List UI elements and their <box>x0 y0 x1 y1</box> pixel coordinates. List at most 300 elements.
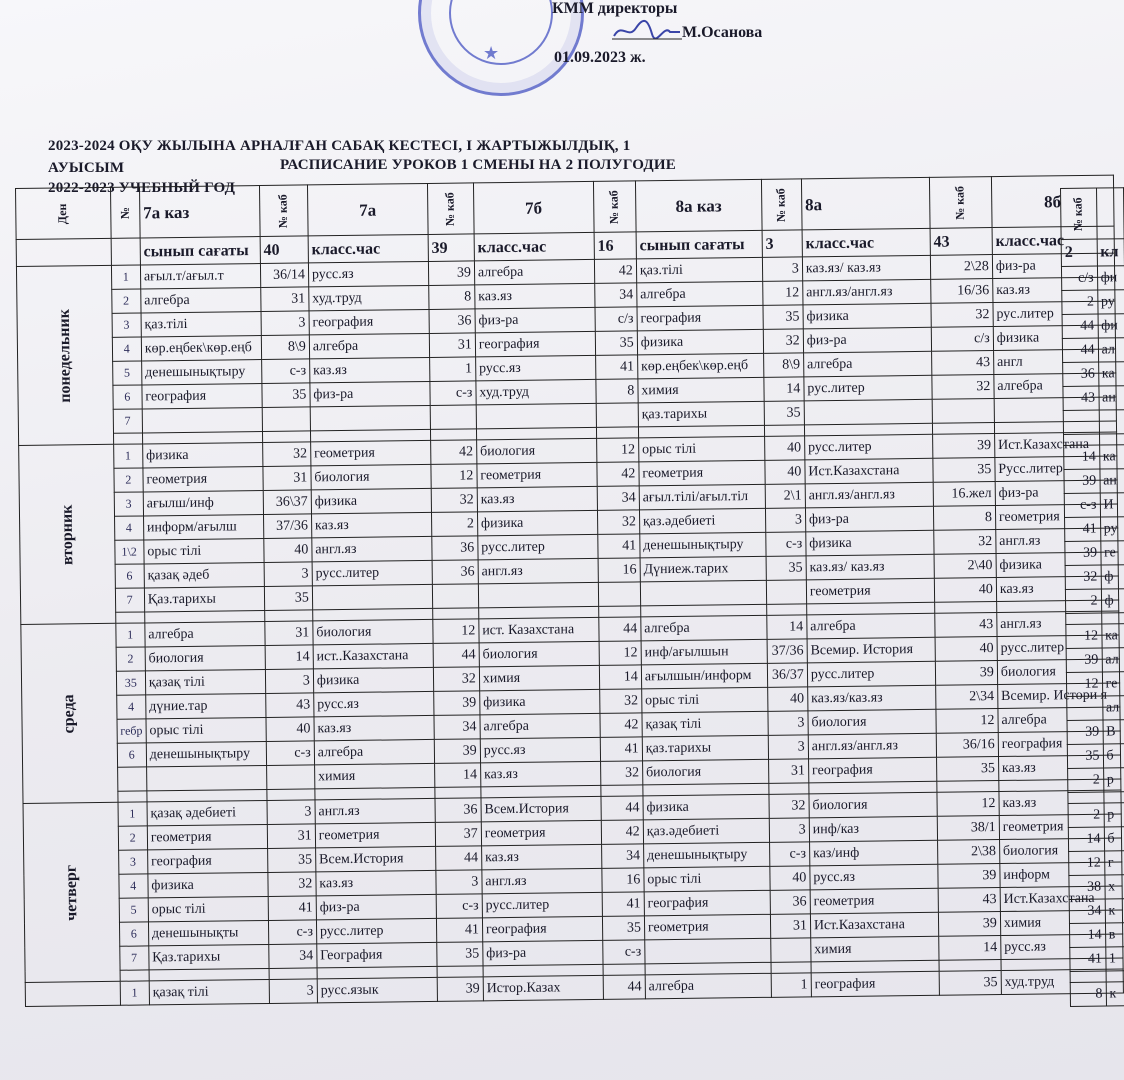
subject-8a: геометрия <box>806 578 934 604</box>
subject-7b: физика <box>477 510 597 535</box>
subject-8b: Всемир. Истори я <box>997 683 1119 708</box>
subject-7b: алгебра <box>474 259 594 284</box>
cab-7a: 34 <box>434 715 480 740</box>
subject-7a-kaz: орыс тілі <box>146 717 266 742</box>
subject-7b: русс.литер <box>482 892 602 917</box>
subject-8b: физика <box>993 325 1115 350</box>
col-cab-4: № каб <box>761 179 802 230</box>
subject-7a-kaz: ағыл.т/ағыл.т <box>140 264 260 289</box>
subject-8a-kaz: қаз.тілі <box>636 257 762 283</box>
side-subject-fragment: ал <box>1098 338 1124 362</box>
side-subject-fragment: ал <box>1102 696 1124 720</box>
subject-8a: Всемир. История <box>807 637 935 663</box>
subject-7b: каз.яз <box>480 761 600 786</box>
side-cab: 39 <box>1067 720 1103 744</box>
cab-7b <box>596 403 638 428</box>
subject-7a: география <box>309 309 429 334</box>
subject-8a-kaz: инф/ағылшын <box>641 639 767 665</box>
cab-7a-kaz: 32 <box>268 872 316 897</box>
cab-7a-kaz: 35 <box>262 383 310 408</box>
title-line-2b: РАСПИСАНИЕ УРОКОВ 1 СМЕНЫ НА 2 ПОЛУГОДИЕ <box>280 157 676 173</box>
cab-7b: 41 <box>602 892 644 917</box>
subject-8b: физика <box>996 552 1118 577</box>
subject-7a-kaz: денешынықтыру <box>141 360 261 385</box>
side-cab: 12 <box>1066 624 1102 648</box>
subject-7b: англ.яз <box>478 558 598 583</box>
subject-8a-kaz: Дүниеж.тарих <box>640 556 766 582</box>
side-subject-fragment: ф <box>1101 565 1124 589</box>
subject-7a-kaz: денешынықты <box>148 920 268 945</box>
subject-8b: физ-ра <box>995 480 1117 505</box>
subject-7b: химия <box>479 665 599 690</box>
side-subject-fragment <box>1099 410 1124 434</box>
signature-mark <box>612 18 682 42</box>
subject-7b: русс.яз <box>475 355 595 380</box>
side-row <box>1061 266 1124 291</box>
subject-8b: Ист.Казахстана <box>1000 886 1122 911</box>
side-subject-fragment: в <box>1105 923 1124 947</box>
subject-7a: геометрия <box>315 822 435 847</box>
hours-cab-5: 43 <box>930 228 992 256</box>
cab-8a-kaz: 1 <box>771 973 811 997</box>
cab-7a: 36 <box>429 309 475 334</box>
side-row <box>1067 696 1124 721</box>
side-cab: 32 <box>1065 565 1101 589</box>
subject-7a: геометрия <box>310 440 430 465</box>
subject-7b: ист. Казахстана <box>479 617 599 642</box>
subject-7a: каз.яз <box>309 357 429 382</box>
cab-8a: 39 <box>932 434 994 459</box>
cab-8a-kaz: с-з <box>766 532 806 556</box>
cab-8a: 16/36 <box>931 279 993 304</box>
lesson-num: 2 <box>111 289 140 313</box>
subject-7b <box>478 582 598 607</box>
subject-7a-kaz: денешынықтыру <box>146 741 266 766</box>
cab-8a-kaz: 3 <box>765 508 805 532</box>
cab-7a-kaz: 40 <box>266 717 314 742</box>
cab-7b: 34 <box>595 283 637 308</box>
side-col-cab: № каб <box>1061 188 1097 239</box>
subject-7a: алгебра <box>314 739 434 764</box>
side-row <box>1064 445 1124 470</box>
lesson-num: 1 <box>111 265 140 289</box>
subject-8a: русс.литер <box>807 661 935 687</box>
side-subject-fragment: ка <box>1099 445 1124 469</box>
subject-7a-kaz: геометрия <box>143 466 263 491</box>
cab-7b: 16 <box>598 558 640 583</box>
side-separator-row <box>1066 613 1124 625</box>
subject-7a: химия <box>314 763 434 788</box>
cab-7a: 39 <box>437 977 483 1002</box>
subject-8b: Ист.Казахстана <box>994 432 1116 457</box>
cab-7a: 12 <box>433 619 479 644</box>
cab-8a-kaz: с-з <box>769 842 809 866</box>
cab-8a-kaz: 2\1 <box>765 484 805 508</box>
col-cab-3: № каб <box>593 181 636 233</box>
subject-8b: география <box>998 731 1120 756</box>
cab-8a-kaz <box>766 580 806 604</box>
cab-8a-kaz: 3 <box>768 735 808 759</box>
subject-8a-kaz: химия <box>638 377 764 403</box>
subject-7b: алгебра <box>480 713 600 738</box>
hours-8a-kaz: сынып сағаты <box>636 230 762 259</box>
cab-7b: 41 <box>595 355 637 380</box>
cab-8a: 12 <box>937 792 999 817</box>
hours-cab-1: 40 <box>260 236 308 264</box>
hours-cab-3: 16 <box>594 232 636 260</box>
cab-8a: 35 <box>939 971 1001 996</box>
cab-7a: 14 <box>434 763 480 788</box>
subject-8b: геометрия <box>995 504 1117 529</box>
cab-7b: 32 <box>597 510 639 535</box>
subject-8a-kaz: ағылшын/информ <box>641 663 767 689</box>
subject-7a: биология <box>313 619 433 644</box>
cab-8a-kaz: 8\9 <box>763 353 803 377</box>
subject-7a-kaz: физика <box>142 442 262 467</box>
cab-7a: 1 <box>429 357 475 382</box>
subject-7b <box>476 403 596 428</box>
subject-8a-kaz: алгебра <box>637 281 763 307</box>
subject-8a: Ист.Казахстана <box>805 458 933 484</box>
side-subject-fragment: ру <box>1100 517 1124 541</box>
subject-8a: русс.яз <box>810 864 938 890</box>
subject-8a: геометрия <box>810 888 938 914</box>
subject-7b: геометрия <box>477 462 597 487</box>
cab-7a-kaz: 40 <box>264 538 312 563</box>
side-row <box>1063 362 1124 387</box>
cab-8a: 36/16 <box>936 733 998 758</box>
subject-8a: физика <box>803 303 931 329</box>
subject-8a: англ.яз/англ.яз <box>803 279 931 305</box>
cab-8a-kaz: 36 <box>770 890 810 914</box>
subject-7b: физика <box>480 689 600 714</box>
side-row <box>1069 899 1124 924</box>
cab-7a: с-з <box>436 894 482 919</box>
cab-7a: 8 <box>429 285 475 310</box>
cab-7a: 39 <box>428 261 474 286</box>
day-label <box>25 981 120 1006</box>
subject-7b: физ-ра <box>483 940 603 965</box>
subject-8b: русс.литер <box>997 635 1119 660</box>
hours-7a-kaz: сынып сағаты <box>140 237 260 265</box>
cab-7b: 41 <box>600 737 642 762</box>
cab-8a: 2\40 <box>934 554 996 579</box>
subject-8a: русс.литер <box>804 434 932 460</box>
cab-7b: 42 <box>601 820 643 845</box>
cab-7a <box>430 405 476 430</box>
cab-8a-kaz: 40 <box>764 436 804 460</box>
cab-7a-kaz <box>266 765 314 790</box>
subject-8a-kaz <box>640 580 766 606</box>
hours-7b: класс.час <box>474 232 594 260</box>
day-label: четверг <box>23 802 120 982</box>
subject-7a-kaz: дүние.тар <box>146 693 266 718</box>
col-8a-kaz: 8а каз <box>635 179 762 232</box>
cab-7b: 42 <box>597 462 639 487</box>
subject-7a-kaz: география <box>142 384 262 409</box>
subject-8a: биология <box>808 709 936 735</box>
subject-7a: худ.труд <box>309 285 429 310</box>
side-row <box>1067 720 1124 745</box>
side-row <box>1069 851 1124 876</box>
subject-8a: инф/каз <box>809 816 937 842</box>
subject-7a-kaz: биология <box>145 645 265 670</box>
subject-7a-kaz: информ/ағылш <box>143 514 263 539</box>
side-cab: 8 <box>1070 982 1106 1006</box>
cab-7a-kaz: 8\9 <box>261 335 309 360</box>
subject-8a-kaz: геометрия <box>639 460 765 486</box>
subject-7b: биология <box>479 641 599 666</box>
cab-8a: 8 <box>933 506 995 531</box>
lesson-num: 4 <box>116 695 145 719</box>
title-line-3: 2022-2023 УЧЕБНЫЙ ГОД <box>48 180 236 196</box>
side-row <box>1066 648 1124 673</box>
subject-7a: физика <box>311 488 431 513</box>
lesson-num: 3 <box>112 313 141 337</box>
cab-8a-kaz: 40 <box>767 687 807 711</box>
side-subject-fragment: к <box>1105 899 1124 923</box>
subject-8b: химия <box>1000 910 1122 935</box>
side-subject-fragment: г <box>1104 851 1124 875</box>
cab-8a: 32 <box>934 530 996 555</box>
cab-7b: 32 <box>600 761 642 786</box>
lesson-num: 3 <box>118 850 147 874</box>
subject-7a: биология <box>311 464 431 489</box>
cab-7a: 12 <box>431 464 477 489</box>
subject-8a-kaz: физика <box>643 794 769 820</box>
side-subject-fragment: б <box>1103 744 1124 768</box>
subject-8a-kaz: орыс тілі <box>641 687 767 713</box>
side-subject-fragment: ал <box>1102 648 1124 672</box>
cab-7a-kaz: с-з <box>268 920 316 945</box>
subject-8a-kaz <box>645 938 771 964</box>
subject-7a-kaz: қазақ әдебиеті <box>147 800 267 825</box>
cab-8a: 2\38 <box>937 840 999 865</box>
hours-8a: класс.час <box>802 228 930 257</box>
cab-7a-kaz: 14 <box>265 645 313 670</box>
subject-7b: русс.литер <box>478 534 598 559</box>
subject-8a: англ.яз/англ.яз <box>805 482 933 508</box>
subject-8b: каз.яз <box>999 790 1121 815</box>
cab-8a-kaz: 35 <box>763 305 803 329</box>
subject-8a: физ-ра <box>805 506 933 532</box>
cab-8a-kaz: 31 <box>768 759 808 783</box>
cab-7a-kaz: 37/36 <box>263 514 311 539</box>
subject-8a-kaz: алгебра <box>641 615 767 641</box>
lesson-num: 1 <box>120 981 149 1005</box>
cab-7a: 37 <box>435 822 481 847</box>
lesson-num: 1 <box>113 444 142 468</box>
side-cab: 2 <box>1068 768 1104 792</box>
cab-8a-kaz: 32 <box>769 794 809 818</box>
cab-7a-kaz: 3 <box>267 800 315 825</box>
subject-7b: география <box>482 916 602 941</box>
side-row <box>1063 386 1124 411</box>
lesson-num: 2 <box>114 468 143 492</box>
cab-8a: 35 <box>936 757 998 782</box>
side-row <box>1062 290 1124 315</box>
subject-8a: физика <box>806 530 934 556</box>
cab-7b: 44 <box>603 975 645 1000</box>
lesson-num: 1\2 <box>114 540 143 564</box>
lesson-num: 1 <box>118 802 147 826</box>
subject-7a-kaz: геометрия <box>147 824 267 849</box>
subject-8b: информ <box>1000 862 1122 887</box>
lesson-num: 6 <box>119 922 148 946</box>
lesson-num: 5 <box>112 361 141 385</box>
side-subject-fragment: ан <box>1099 469 1124 493</box>
subject-7a-kaz: көр.еңбек\көр.еңб <box>141 336 261 361</box>
subject-8a: химия <box>811 936 939 962</box>
subject-7a-kaz: орыс тілі <box>148 896 268 921</box>
subject-7a-kaz: алгебра <box>141 288 261 313</box>
subject-7b: англ.яз <box>482 868 602 893</box>
approve-date: 01.09.2023 ж. <box>554 49 646 66</box>
subject-7a-kaz: ағылш/инф <box>143 490 263 515</box>
subject-7a: физика <box>313 667 433 692</box>
subject-8b: биология <box>997 659 1119 684</box>
subject-7b: физ-ра <box>475 307 595 332</box>
cab-8a-kaz: 40 <box>765 460 805 484</box>
subject-8b: геометрия <box>999 814 1121 839</box>
subject-7a: География <box>317 942 437 967</box>
col-num: № <box>110 187 140 238</box>
cab-7a: 39 <box>434 739 480 764</box>
side-cab: 36 <box>1063 362 1099 386</box>
lesson-num: 7 <box>113 409 142 433</box>
lesson-num: 4 <box>112 337 141 361</box>
side-subject-fragment: 1 <box>1105 947 1124 971</box>
cab-8a-kaz: 14 <box>764 377 804 401</box>
cab-7a <box>432 584 478 609</box>
side-cab: 41 <box>1070 947 1106 971</box>
side-hours-cab: 2 <box>1061 239 1097 266</box>
side-cab: 41 <box>1065 517 1101 541</box>
cab-7b: 32 <box>599 689 641 714</box>
cab-8a-kaz: 35 <box>766 556 806 580</box>
side-row <box>1063 410 1124 435</box>
subject-8b: каз.яз <box>996 576 1118 601</box>
side-hours-class: кл <box>1097 239 1124 266</box>
cab-8a: 39 <box>938 912 1000 937</box>
cab-8a <box>932 399 994 424</box>
subject-7b: русс.яз <box>480 737 600 762</box>
lesson-num: 7 <box>115 588 144 612</box>
lesson-num: 4 <box>114 516 143 540</box>
cab-8a: 39 <box>938 864 1000 889</box>
cab-8a-kaz: 12 <box>763 281 803 305</box>
side-subject-fragment: И <box>1100 493 1124 517</box>
lesson-num: гебр <box>117 719 146 743</box>
hours-8b: класс.час <box>992 226 1114 254</box>
cab-8a: 16.жел <box>933 482 995 507</box>
lesson-num: 6 <box>117 743 146 767</box>
cab-7a-kaz: 36/14 <box>260 263 308 288</box>
day-label: среда <box>21 623 118 803</box>
lesson-num: 35 <box>116 671 145 695</box>
day-label: вторник <box>19 444 116 624</box>
cab-7b: 34 <box>601 844 643 869</box>
subject-7a: физ-ра <box>310 381 430 406</box>
side-cab <box>1063 410 1099 434</box>
subject-7a-kaz <box>146 765 266 790</box>
hours-day-cell <box>16 238 111 266</box>
subject-7b: худ.труд <box>476 379 596 404</box>
side-cab: 12 <box>1069 851 1105 875</box>
subject-8b: каз.яз <box>993 277 1115 302</box>
side-row <box>1065 541 1124 566</box>
col-7b: 7б <box>473 181 594 233</box>
side-separator-row <box>1064 434 1124 446</box>
subject-7a-kaz <box>142 407 262 432</box>
subject-8a: каз.яз/каз.яз <box>807 685 935 711</box>
cab-8a: 43 <box>938 888 1000 913</box>
side-subject-fragment: фи <box>1097 266 1124 290</box>
title-line-1: 2023-2024 ОҚУ ЖЫЛЫНА АРНАЛҒАН САБАҚ КЕСТЕСІ, І ЖАРТЫЖЫЛДЫҚ, 1 <box>48 138 631 154</box>
subject-8a-kaz: орыс тілі <box>638 436 764 462</box>
subject-8a: биология <box>809 792 937 818</box>
cab-7a: 42 <box>430 440 476 465</box>
cab-7a: 2 <box>431 512 477 537</box>
col-7a: 7а <box>307 183 428 235</box>
cab-8a: с/з <box>931 327 993 352</box>
cab-7a-kaz: с-з <box>266 741 314 766</box>
cab-8a-kaz: 3 <box>769 818 809 842</box>
cab-7a: 36 <box>432 560 478 585</box>
lesson-num <box>117 767 146 791</box>
col-cab-5: № каб <box>929 177 992 229</box>
subject-7a-kaz: орыс тілі <box>144 538 264 563</box>
cab-7b: 12 <box>596 438 638 463</box>
side-cab: 43 <box>1063 386 1099 410</box>
side-subject-fragment: ру <box>1097 290 1124 314</box>
side-cab: 14 <box>1064 445 1100 469</box>
cab-7a-kaz: 35 <box>264 586 312 611</box>
subject-7a: русс.язык <box>317 977 437 1002</box>
lesson-num: 2 <box>118 826 147 850</box>
cab-7b: 35 <box>595 331 637 356</box>
side-row <box>1070 982 1124 1007</box>
side-hours-row <box>1061 239 1124 267</box>
cab-7a-kaz: 3 <box>265 669 313 694</box>
col-day: Ден <box>16 187 111 239</box>
subject-7b: геометрия <box>481 820 601 845</box>
cab-7a-kaz: 3 <box>264 562 312 587</box>
lesson-num: 1 <box>115 623 144 647</box>
cab-7b: с-з <box>603 940 645 965</box>
subject-7b: биология <box>476 438 596 463</box>
subject-8a-kaz: геометрия <box>644 914 770 940</box>
side-cab: 34 <box>1069 899 1105 923</box>
subject-7a: алгебра <box>309 333 429 358</box>
day-label: понедельник <box>16 265 113 445</box>
side-header-row <box>1061 188 1124 240</box>
side-cab: 14 <box>1069 923 1105 947</box>
cab-7a-kaz: 36\37 <box>263 490 311 515</box>
subject-8b: алгебра <box>994 373 1116 398</box>
side-row <box>1068 827 1124 852</box>
subject-7a: ист..Казахстана <box>313 643 433 668</box>
side-subject-fragment: фи <box>1098 314 1124 338</box>
cab-7a: 36 <box>435 798 481 823</box>
side-cab <box>1067 696 1103 720</box>
cab-7b: 14 <box>599 665 641 690</box>
cab-7a-kaz: с-з <box>261 359 309 384</box>
col-8b: 8б <box>991 175 1114 227</box>
subject-8a <box>804 399 932 425</box>
side-cab: 44 <box>1062 314 1098 338</box>
side-cab: с-з <box>1064 493 1100 517</box>
